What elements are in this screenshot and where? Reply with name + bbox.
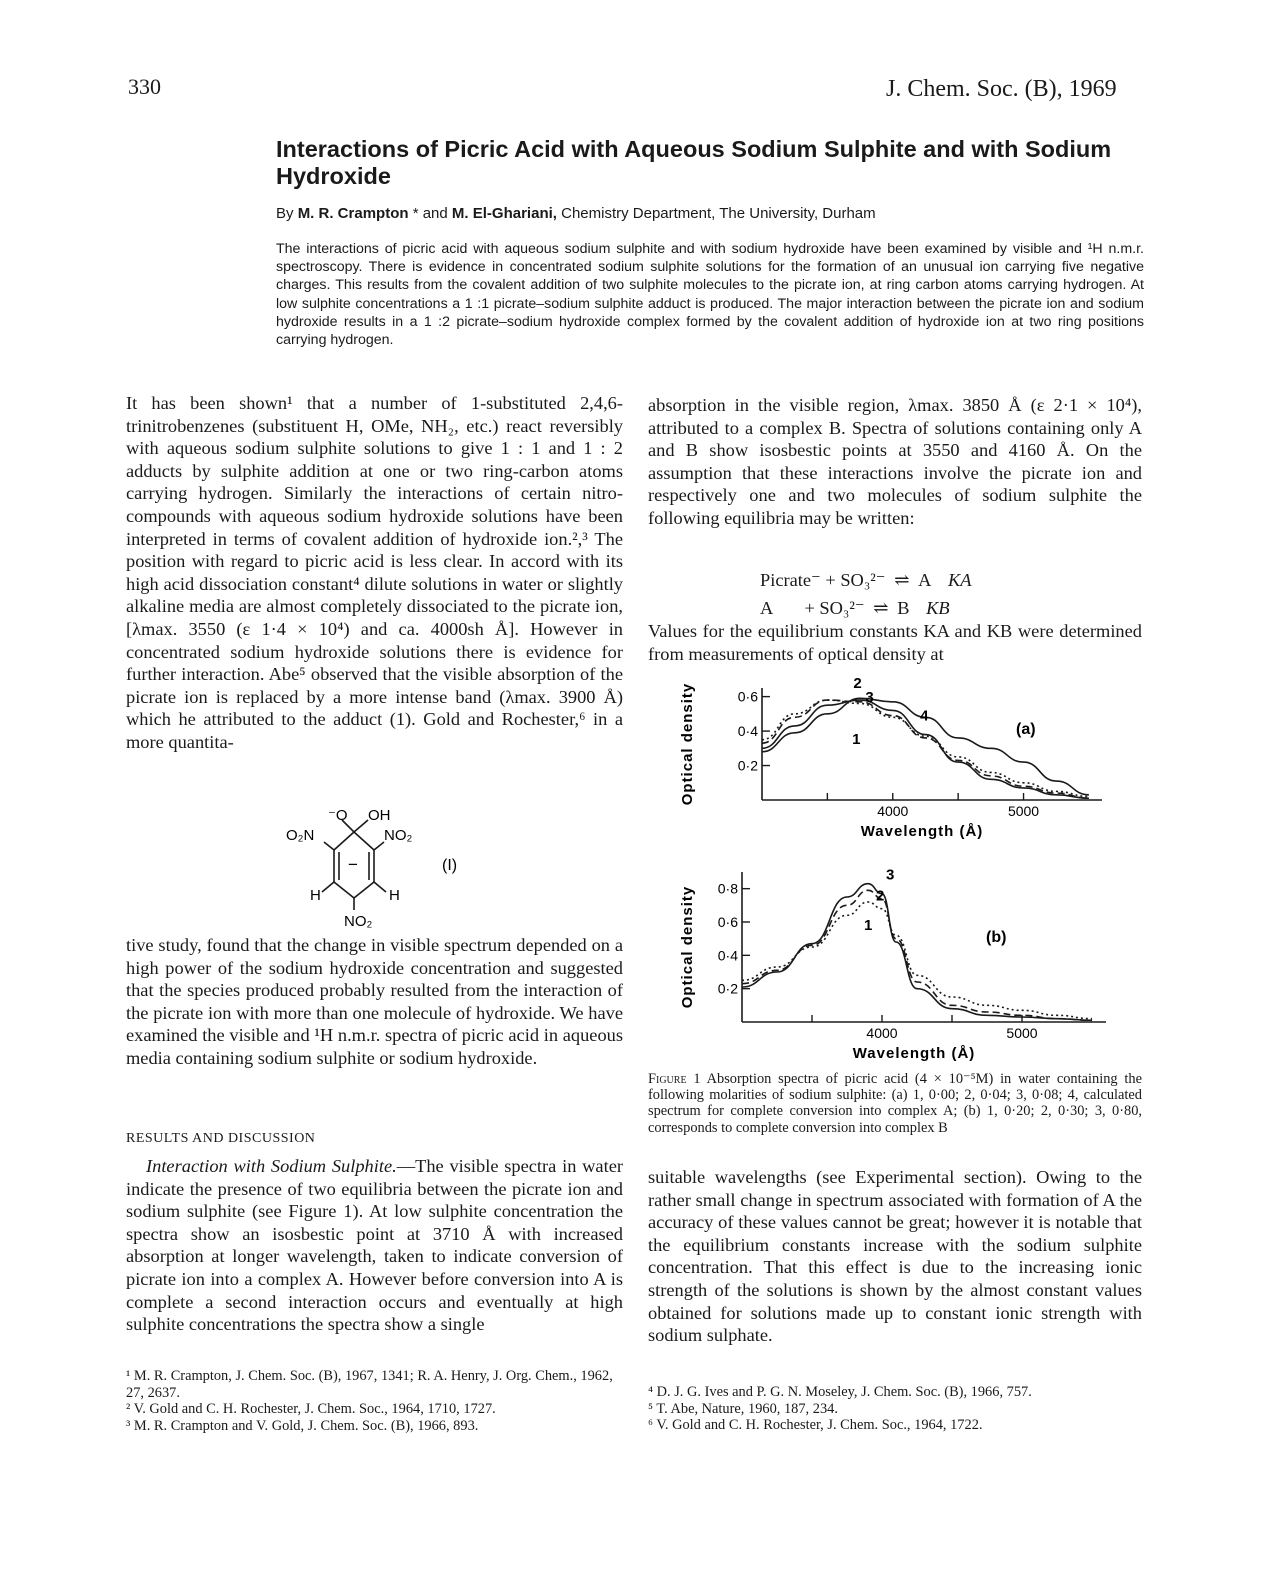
y-tick-label: 0·2	[717, 980, 738, 997]
author-1: M. R. Crampton	[297, 205, 409, 222]
x-tick-label: 4000	[877, 803, 909, 819]
x-tick-label: 5000	[1006, 1025, 1038, 1041]
y-axis-label: Optical density	[679, 682, 696, 806]
footnote: ² V. Gold and C. H. Rochester, J. Chem. Soc., 1964, 1710, 1727.	[126, 1401, 496, 1417]
body-paragraph-3	[126, 1155, 623, 1336]
chemical-structure-adduct	[276, 806, 476, 932]
series-3-line	[742, 884, 1092, 1021]
footnote: ⁵ T. Abe, Nature, 1960, 187, 234.	[648, 1400, 838, 1417]
footnote: ⁶ V. Gold and C. H. Rochester, J. Chem. Soc., 1964, 1722.	[648, 1417, 983, 1433]
paragraph-text: absorption in the visible region, λmax. 3850 Å (ε 2·1 × 10⁴), attributed to a complex B. Spectra of solutions containing only A and B show isosbestic points at 3550 and 4160 Å. On the assumption that these interactions involve the picrate ion and respectively one and two molecules of sodium sulphite the following equilibria may be written:	[648, 395, 1142, 528]
x-axis-label: Wavelength (Å)	[852, 1045, 976, 1062]
series-2-line	[742, 890, 1092, 1020]
y-tick-label: 0·4	[737, 723, 758, 740]
footnotes-right	[648, 1384, 1142, 1434]
series-2-label: 2	[853, 676, 862, 693]
eq1-constant: KA	[948, 570, 972, 590]
body-paragraph-right-3	[648, 1166, 1142, 1347]
y-tick-label: 0·6	[737, 688, 758, 705]
equilibrium-arrow-icon: ⇌	[894, 570, 910, 590]
y-tick-label: 0·6	[717, 914, 738, 930]
page-number: 330	[128, 74, 161, 99]
figure-label: Figure 1	[648, 1071, 701, 1087]
x-axis-label: Wavelength (Å)	[860, 823, 984, 840]
figure-caption-text: Absorption spectra of picric acid (4 × 10⁻⁵M) in water containing the following molarities of sodium sulphite: (a) 1, 0·00; 2, 0·04; 3, 0·08; 4, calculated spectrum for complete conversion into complex A; (b) 1, 0·20; 2, 0·30; 3, 0·80, corresponds to complete conversion into complex B	[648, 1071, 1142, 1136]
figure-1a-chart	[676, 676, 1142, 848]
byline	[276, 205, 876, 222]
author-2: M. El-Ghariani,	[451, 205, 557, 222]
figure-1b-chart	[676, 862, 1142, 1062]
article-title: Interactions of Picric Acid with Aqueous Sodium Sulphite and with Sodium Hydroxide	[276, 136, 1112, 189]
equation-2	[760, 594, 972, 622]
paragraph-text: —The visible spectra in water indicate the presence of two equilibria between the picrate ion and sodium sulphite (see Figure 1). At low sulphite concentration the spectra show an isosbestic point at 3710 Å with increased absorption at longer wavelength, taken to indicate conversion of picrate ion into a complex A. However before conversion into A is complete a second interaction occurs and eventually at high sulphite concentrations the spectra show a single	[126, 1156, 623, 1335]
series-2-label: 2	[876, 887, 885, 905]
o-minus-label: ⁻O	[328, 807, 348, 824]
y-tick-label: 0·4	[717, 947, 738, 964]
byline-and: and	[422, 205, 448, 222]
body-paragraph-right-2	[648, 620, 1142, 665]
paragraph-text: Values for the equilibrium constants KA and KB were determined from measurements of optical density at	[648, 621, 1142, 664]
series-1-line	[742, 902, 1092, 1019]
y-tick-label: 0·2	[737, 757, 758, 774]
h-left-label: H	[310, 887, 321, 904]
ring-charge-label: −	[348, 855, 358, 874]
body-paragraph-1	[126, 392, 623, 754]
h-right-label: H	[389, 887, 400, 904]
y-tick-label: 0·8	[717, 880, 738, 897]
eq1-right: A	[918, 570, 932, 590]
abstract: The interactions of picric acid with aqueous sodium sulphite and with sodium hydroxide have been examined by visible and ¹H n.m.r. spectroscopy. There is evidence in concentrated sodium sulphite solutions for the formation of an unusual ion carrying five negative charges. This results from the covalent addition of two sulphite molecules to the picrate ion, at ring carbon atoms carrying hydrogen. At low sulphite concentrations a 1 :1 picrate–sodium sulphite adduct is produced. The major interaction between the picrate ion and sodium hydroxide results in a 1 :2 picrate–sodium hydroxide complex formed by the covalent addition of hydroxide ion at two ring positions carrying hydrogen.	[276, 241, 1144, 349]
eq2-right: B	[897, 598, 910, 618]
paragraph-text: It has been shown¹ that a number of 1-substituted 2,4,6-trinitrobenzenes (substituent H, OMe, NH₂, etc.) react reversibly with aqueous sodium sulphite solutions to give 1 : 1 and 1 : 2 adducts by sulphite addition at one or two ring-carbon atoms carrying hydrogen. Similarly the interactions of certain nitro-compounds with aqueous sodium hydroxide solutions have been interpreted in terms of covalent addition of hydroxide ion.²,³ The position with regard to picric acid is less clear. In accord with its high acid dissociation constant⁴ dilute solutions in water or slightly alkaline media are almost completely dissociated to the picrate ion, [λmax. 3550 (ε 1·4 × 10⁴) and ca. 4000sh Å]. However in concentrated sodium hydroxide solutions there is evidence for further interaction. Abe⁵ observed that the visible absorption of the picrate ion is replaced by a more intense band (λmax. 3900 Å) which he attributed to the adduct (1). Gold and Rochester,⁶ in a more quantita-	[126, 393, 623, 752]
eq1-left: Picrate⁻ + SO₃²⁻	[760, 570, 886, 590]
series-1-label: 1	[864, 917, 873, 934]
equilibria-equations	[760, 566, 972, 622]
corresponding-asterisk: *	[412, 205, 419, 222]
figure-caption	[648, 1071, 1142, 1136]
no2-left-label: O₂N	[286, 827, 315, 844]
y-axis-label: Optical density	[679, 885, 696, 1009]
paragraph-text: tive study, found that the change in visible spectrum depended on a high power of the sodium hydroxide concentration and suggested that the species produced probably resulted from the interaction of the picrate ion with more than one molecule of hydroxide. We have examined the visible and ¹H n.m.r. spectra of picric acid in aqueous media containing sodium sulphite or sodium hydroxide.	[126, 935, 623, 1068]
series-3-label: 3	[886, 866, 895, 884]
body-paragraph-2	[126, 934, 623, 1070]
footnote: ¹ M. R. Crampton, J. Chem. Soc. (B), 1967, 1341; R. A. Henry, J. Org. Chem., 1962, 27, 2637.	[126, 1368, 613, 1401]
section-heading: RESULTS AND DISCUSSION	[126, 1131, 316, 1146]
byline-prefix: By	[276, 205, 294, 222]
journal-reference: J. Chem. Soc. (B), 1969	[886, 76, 1117, 102]
equilibrium-arrow-icon: ⇌	[873, 598, 889, 618]
x-tick-label: 5000	[1007, 803, 1040, 819]
footnotes-left	[126, 1368, 623, 1434]
series-1-label: 1	[852, 731, 861, 749]
oh-label: OH	[368, 807, 391, 824]
subheading: Interaction with Sodium Sulphite.	[146, 1156, 397, 1176]
equation-1	[760, 566, 972, 594]
series-3-label: 3	[865, 689, 874, 707]
paragraph-text: suitable wavelengths (see Experimental section). Owing to the rather small change in spectrum associated with formation of A the accuracy of these values cannot be great; however it is notable that the equilibrium constants increase with the sodium sulphite concentration. That this effect is due to the increasing ionic strength of the solutions is shown by the almost constant values obtained for solutions made up to constant ionic strength with sodium sulphate.	[648, 1167, 1142, 1346]
x-tick-label: 4000	[866, 1025, 898, 1041]
body-paragraph-right-1	[648, 394, 1142, 530]
no2-right-label: NO₂	[384, 827, 413, 844]
eq2-constant: KB	[926, 598, 950, 618]
panel-label: (b)	[986, 929, 1007, 946]
footnote: ⁴ D. J. G. Ives and P. G. N. Moseley, J. Chem. Soc. (B), 1966, 757.	[648, 1384, 1032, 1400]
series-4-label: 4	[920, 707, 929, 725]
no2-bottom-label: NO₂	[344, 913, 373, 930]
footnote: ³ M. R. Crampton and V. Gold, J. Chem. Soc. (B), 1966, 893.	[126, 1417, 479, 1434]
eq2-left: A + SO₃²⁻	[760, 598, 865, 618]
panel-label: (a)	[1016, 721, 1036, 738]
affiliation: Chemistry Department, The University, Durham	[561, 205, 876, 222]
structure-number-label: (I)	[442, 857, 458, 874]
